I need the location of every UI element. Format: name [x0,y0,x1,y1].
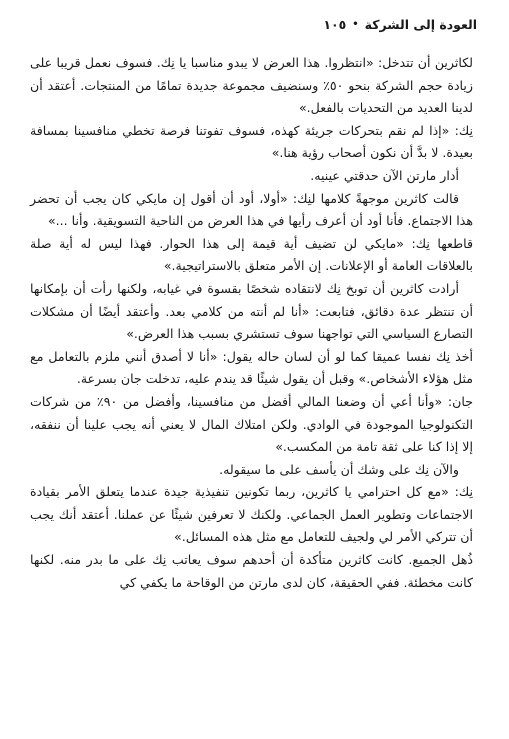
paragraph-11: ذُهل الجميع. كانت كاثرين متأكدة أن أحدهم سوف يعاتب نِك على ما بدر منه. لكنها كانت مخطئة. ففي الحقيقة، كان لدى مارتن من الوقاحة ما يكفي كي [30,552,473,590]
paragraph-1: لكاثرين أن تتدخل: «انتظروا. هذا العرض لا يبدو مناسبا يا نِك. فسوف نعمل قريبا على زيادة حجم الشركة بنحو ٥٠٪ وسنضيف مجموعة جديدة تمامًا من المنتجات. أعتقد أن لدينا العديد من التحديات بالفعل.» [30,55,473,116]
paragraph-10: نِك: «مع كل احترامي يا كاثرين، ربما تكونين تنفيذية جيدة عندما يتعلق الأمر بقيادة الاجتماعات وتطوير العمل الجماعي. ولكنك لا تعرفين شيئًا عن عملنا. أعتقد أنك يجب أن تتركي الأمر لي ولجيف للتعامل مع مثل هذه المسائل.» [30,484,473,545]
paragraph-4: قالت كاثرين موجهةً كلامها لنِك: «أولا، أود أن أقول إن مايكي كان يجب أن تحضر هذا الاجتماع. فأنا أود أن أعرف رأيها في هذا العرض من الناحية التسويقية. وأنا ...» [30,190,473,229]
header-separator: • [352,18,359,30]
body-text [30,52,473,594]
paragraph-9: والآن نِك على وشك أن يأسف على ما سيقوله. [219,461,459,477]
paragraph-2: نِك: «إذا لم نقم بتحركات جريئة كهذه، فسوف تفوتنا فرصة تخطي منافسينا بمسافة بعيدة. لا بدَّ أن نكون أصحاب رؤية هنا.» [30,122,473,161]
paragraph-3: أدار مارتن الآن حدقتي عينيه. [310,167,459,183]
page-number: ١٠٥ [323,16,347,32]
paragraph-5: قاطعها نِك: «مايكي لن تضيف أية قيمة إلى هذا الحوار. فهذا ليس له أية صلة بالعلاقات العامة أو الإعلانات. إن الأمر متعلق بالاستراتيجية.» [30,235,473,274]
paragraph-6: أرادت كاثرين أن توبخ نِك لانتقاده شخصًا بقسوة في غيابه، ولكنها رأت أن بإمكانها أن تنتظر عدة دقائق، فتابعت: «أنا لم أنته من كلامي بعد. وأعتقد أيضًا أن مشكلات التصارع السياسي التي تواجهنا سوف تستشري بسبب هذا العرض.» [30,280,473,342]
paragraph-8: جان: «وأنا أعي أن وضعنا المالي أفضل من منافسينا، وأفضل من ٩٠٪ من شركات التكنولوجيا الموجودة في الوادي. ولكن امتلاك المال لا يعني أنه يجب علينا أن ننفقه، إلا إذا كنا على ثقة تامة من المكسب.» [30,393,474,455]
page-header [28,14,477,34]
chapter-title: العودة إلى الشركة [364,16,477,32]
paragraph-7: أخذ نِك نفسا عميقا كما لو أن لسان حاله يقول: «أنا لا أصدق أنني ملزم بالتعامل مع مثل هؤلاء الأشخاص.» وقبل أن يقول شيئًا قد يندم عليه، تدخلت جان بسرعة. [30,348,473,387]
